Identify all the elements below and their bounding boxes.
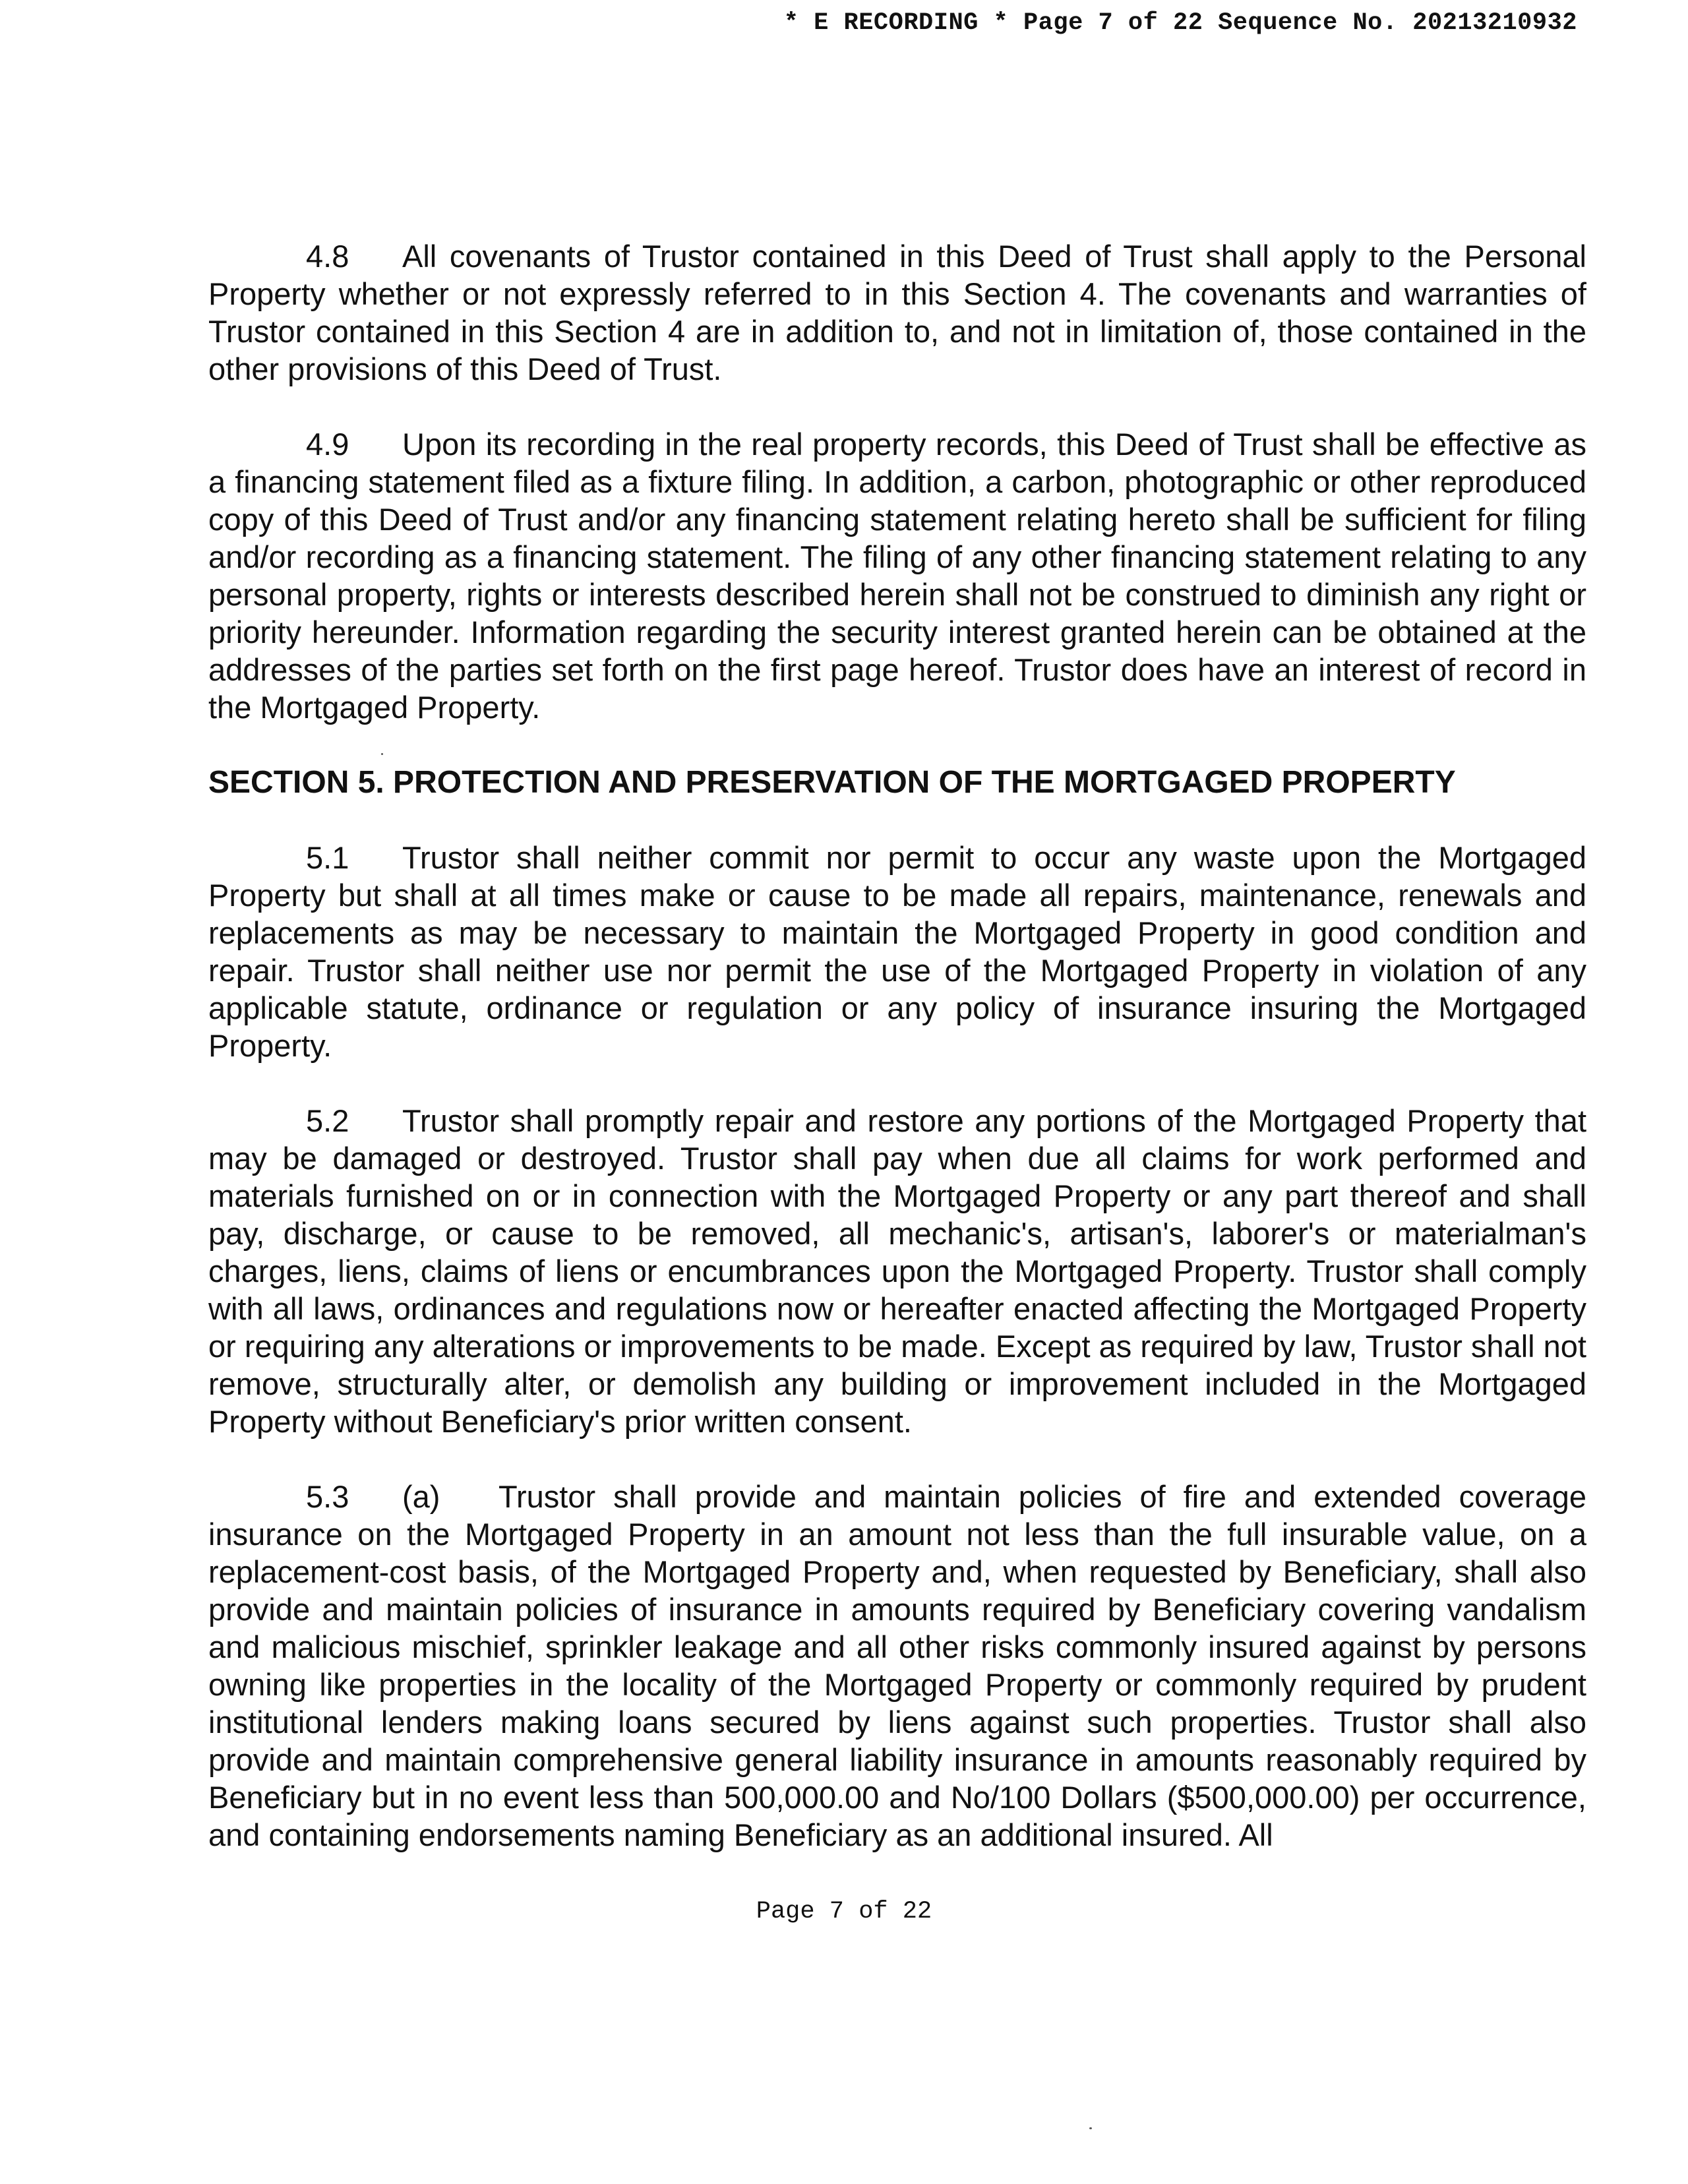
- scan-speck: [381, 753, 383, 755]
- paragraph-5-1: [208, 839, 1586, 1064]
- paragraph-number: 4.8: [306, 239, 349, 274]
- paragraph-text: Trustor shall provide and maintain policies of fire and extended coverage insurance on the Mortgaged Property in an amount not less than the full insurable value, on a replacement-cost basis, of the Mortgaged Property and, when requested by Beneficiary, shall also provide and maintain policies of insurance in amounts required by Beneficiary covering vandalism and malicious mischief, sprinkler leakage and all other risks commonly insured against by persons owning like properties in the locality of the Mortgaged Property or commonly required by prudent institutional lenders making loans secured by liens against such properties. Trustor shall also provide and maintain comprehensive general liability insurance in amounts reasonably required by Beneficiary but in no event less than 500,000.00 and No/100 Dollars ($500,000.00) per occurrence, and containing endorsements naming Beneficiary as an additional insured. All: [208, 1479, 1586, 1852]
- scan-speck: [1089, 2127, 1092, 2129]
- paragraph-number: 5.1: [306, 840, 349, 875]
- section-5-heading: SECTION 5. PROTECTION AND PRESERVATION OF THE MORTGAGED PROPERTY: [208, 765, 1456, 800]
- paragraph-text: All covenants of Trustor contained in this Deed of Trust shall apply to the Personal Property whether or not expressly referred to in this Section 4. The covenants and warranties of Trustor contained in this Section 4 are in addition to, and not in limitation of, those contained in the other provisions of this Deed of Trust.: [208, 239, 1586, 386]
- paragraph-number: 5.3: [306, 1479, 349, 1514]
- paragraph-4-8: [208, 237, 1586, 388]
- paragraph-text: Trustor shall neither commit nor permit to occur any waste upon the Mortgaged Property but shall at all times make or cause to be made all repairs, maintenance, renewals and replacements as may be necessary to maintain the Mortgaged Property in good condition and repair. Trustor shall neither use nor permit the use of the Mortgaged Property in violation of any applicable statute, ordinance or regulation or any policy of insurance insuring the Mortgaged Property.: [208, 840, 1586, 1063]
- paragraph-number: 5.2: [306, 1103, 349, 1138]
- document-body: [208, 237, 1586, 1891]
- paragraph-text: Upon its recording in the real property records, this Deed of Trust shall be effective as a financing statement filed as a fixture filing. In addition, a carbon, photographic or other reproduced copy of this Deed of Trust and/or any financing statement relating hereto shall be sufficient for filing and/or recording as a financing statement. The filing of any other financing statement relating to any personal property, rights or interests described herein shall not be construed to diminish any right or priority hereunder. Information regarding the security interest granted herein can be obtained at the addresses of the parties set forth on the first page hereof. Trustor does have an interest of record in the Mortgaged Property.: [208, 427, 1586, 725]
- paragraph-5-3: [208, 1478, 1586, 1854]
- recording-header: * E RECORDING * Page 7 of 22 Sequence No. 20213210932: [783, 9, 1577, 37]
- paragraph-text: Trustor shall promptly repair and restore any portions of the Mortgaged Property that may be damaged or destroyed. Trustor shall pay when due all claims for work performed and materials furnished on or in connection with the Mortgaged Property or any part thereof and shall pay, discharge, or cause to be removed, all mechanic's, artisan's, laborer's or materialman's charges, liens, claims of liens or encumbrances upon the Mortgaged Property. Trustor shall comply with all laws, ordinances and regulations now or hereafter enacted affecting the Mortgaged Property or requiring any alterations or improvements to be made. Except as required by law, Trustor shall not remove, structurally alter, or demolish any building or improvement included in the Mortgaged Property without Beneficiary's prior written consent.: [208, 1103, 1586, 1439]
- paragraph-5-2: [208, 1102, 1586, 1440]
- subparagraph-letter: (a): [402, 1479, 440, 1514]
- paragraph-number: 4.9: [306, 427, 349, 462]
- paragraph-4-9: [208, 425, 1586, 726]
- page-footer: Page 7 of 22: [756, 1898, 932, 1926]
